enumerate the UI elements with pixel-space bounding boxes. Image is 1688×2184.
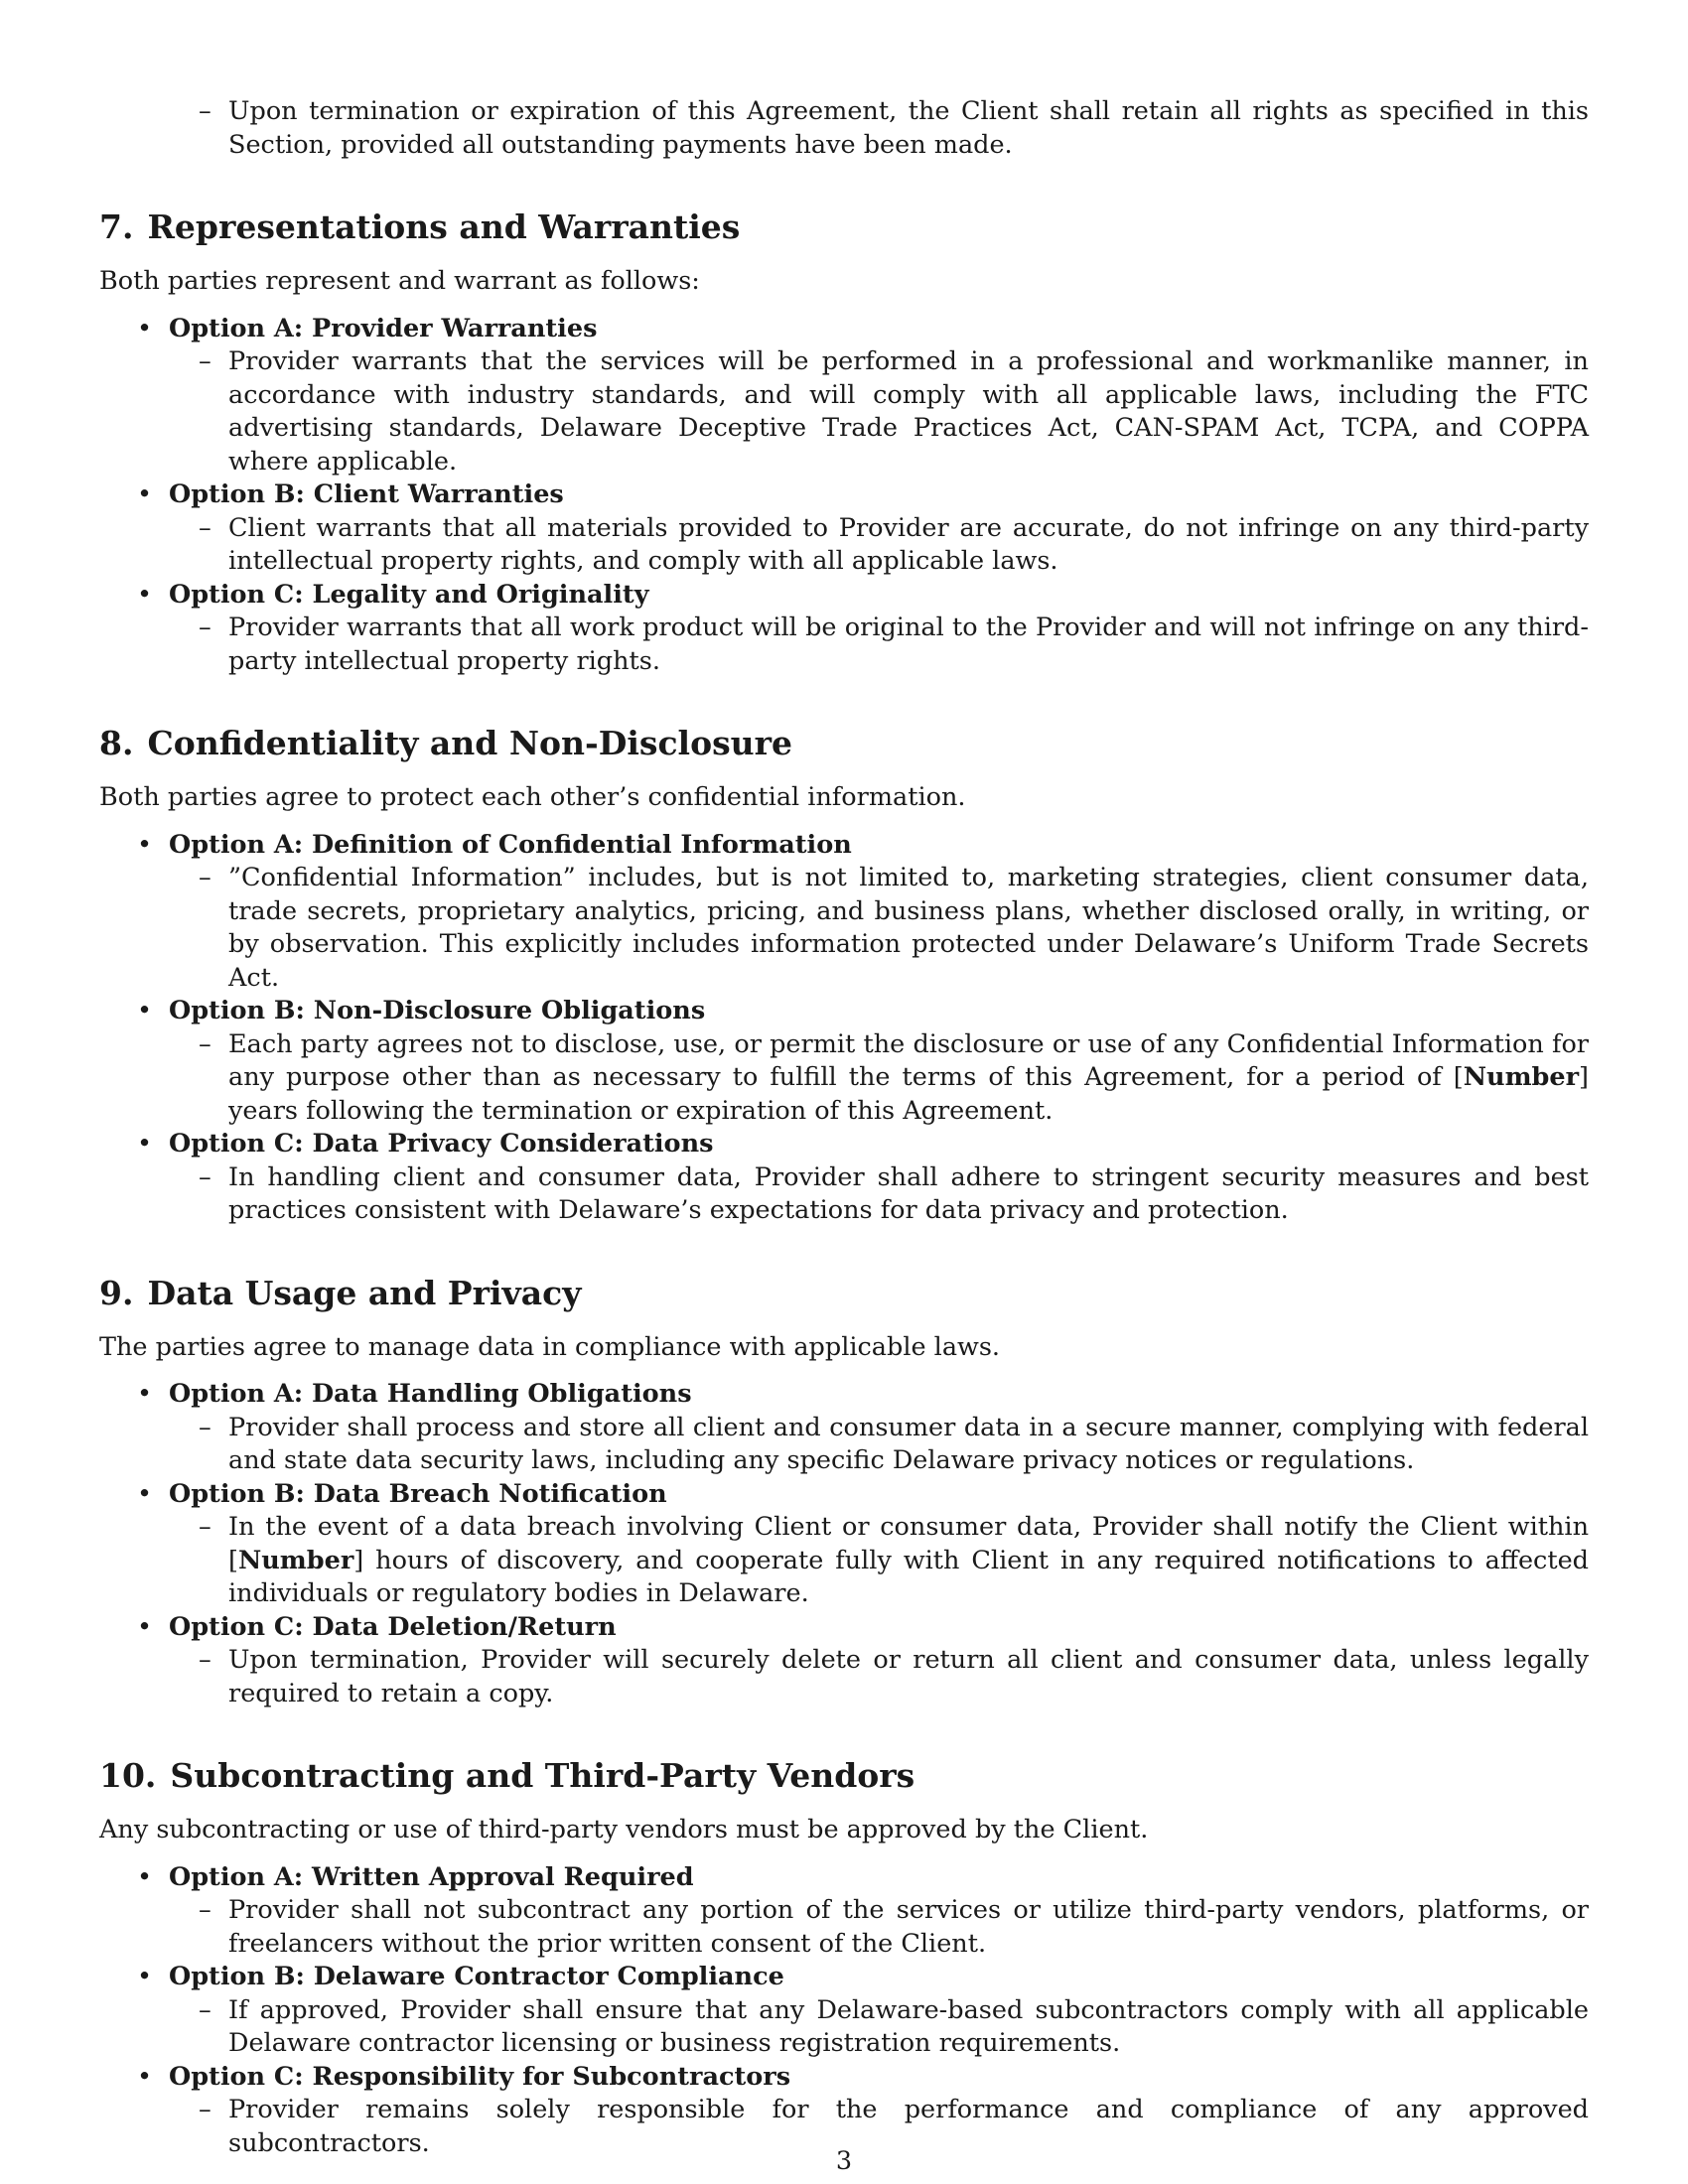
section-intro: The parties agree to manage data in compliance with applicable laws.	[99, 1331, 1001, 1362]
option-text: Provider warrants that all work product will be original to the Provider and will not infringe on any third-party intellectual property rights.	[228, 613, 1589, 676]
bullet-marker: •	[137, 1611, 153, 1642]
section-heading: 8. Confidentiality and Non-Disclosure	[99, 724, 793, 762]
option-title: Option B: Delaware Contractor Compliance	[169, 1962, 784, 1991]
option-text: If approved, Provider shall ensure that any Delaware-based subcontractors comply with all applicable Delaware contractor licensing or business registration requirements.	[228, 1994, 1589, 2058]
option-title: Option C: Legality and Originality	[169, 579, 649, 610]
section-heading: 9. Data Usage and Privacy	[99, 1273, 582, 1312]
option-text: Provider shall process and store all client and consumer data in a secure manner, complying with federal and state data security laws, including any specific Delaware privacy notices or regulations.	[228, 1412, 1589, 1475]
bullet-marker: •	[137, 2061, 153, 2092]
bullet-marker: •	[137, 829, 153, 860]
option-item: • Option C: Responsibility for Subcontractors – Provider remains solely responsible for the performance and compliance of any approved subcontractors.	[137, 2061, 1589, 2158]
option-text: Provider warrants that the services will be performed in a professional and workmanlike manner, in accordance with industry standards, and will comply with all applicable laws, including the FTC advertising standards, Delaware Deceptive Trade Practices Act, CAN-SPAM Act, TCPA, and COPPA where applicable.	[228, 346, 1589, 477]
bullet-marker: •	[137, 1478, 153, 1509]
option-item: • Option B: Data Breach Notification – In the event of a data breach involving Client or consumer data, Provider shall notify the Client within [Number] hours of discovery, and cooperate fully with Client in any required notifications to affected individuals or regulatory bodies in Delaware.	[137, 1478, 1589, 1608]
option-item: • Option C: Data Deletion/Return – Upon termination, Provider will securely delete or return all client and consumer data, unless legally required to retain a copy.	[137, 1611, 1589, 1708]
option-item: • Option A: Definition of Confidential Information – ”Confidential Information” includes, but is not limited to, marketing strategies, client consumer data, trade secrets, proprietary analytics, pricing, and business plans, whether disclosed orally, in writing, or by observation. This explicitly includes information protected under Delaware’s Uniform Trade Secrets Act.	[137, 829, 1589, 993]
number-placeholder: Number	[237, 1545, 354, 1575]
section-10	[99, 1756, 1589, 2160]
option-list	[99, 829, 1589, 1228]
option-text: Client warrants that all materials provided to Provider are accurate, do not infringe on any third-party intellectual property rights, and comply with all applicable laws.	[228, 512, 1589, 576]
subitem-text: Upon termination or expiration of this Agreement, the Client shall retain all rights as specified in this Section, provided all outstanding payments have been made.	[228, 96, 1589, 160]
section-heading: 10. Subcontracting and Third-Party Vendors	[99, 1756, 915, 1795]
option-item: • Option A: Written Approval Required – Provider shall not subcontract any portion of the services or utilize third-party vendors, platforms, or freelancers without the prior written consent of the Client.	[137, 1861, 1589, 1959]
option-title: Option B: Client Warranties	[169, 479, 564, 509]
bullet-marker: •	[137, 1861, 153, 1892]
section-intro: Both parties agree to protect each other’s confidential information.	[99, 782, 966, 812]
option-title: Option B: Data Breach Notification	[169, 1478, 667, 1509]
bullet-marker: •	[137, 579, 153, 610]
option-text: In handling client and consumer data, Provider shall adhere to stringent security measures and best practices consistent with Delaware’s expectations for data privacy and protection.	[228, 1161, 1589, 1225]
document-page	[99, 95, 1589, 2160]
option-item: • Option A: Data Handling Obligations – Provider shall process and store all client and consumer data in a secure manner, complying with federal and state data security laws, including any specific Delaware privacy notices or regulations.	[137, 1379, 1589, 1475]
option-item: • Option B: Client Warranties – Client warrants that all materials provided to Provider are accurate, do not infringe on any third-party intellectual property rights, and comply with all applicable laws.	[137, 479, 1589, 576]
section-intro: Any subcontracting or use of third-party vendors must be approved by the Client.	[99, 1815, 1149, 1844]
bullet-marker: •	[137, 479, 153, 509]
option-title: Option A: Definition of Confidential Information	[169, 829, 852, 860]
option-item: • Option A: Provider Warranties – Provider warrants that the services will be performed in a professional and workmanlike manner, in accordance with industry standards, and will comply with all applicable laws, including the FTC advertising standards, Delaware Deceptive Trade Practices Act, CAN-SPAM Act, TCPA, and COPPA where applicable.	[137, 313, 1589, 477]
option-list	[99, 1378, 1589, 1710]
bullet-marker: •	[137, 313, 153, 343]
continued-subitem	[99, 95, 1589, 162]
bullet-marker: •	[137, 996, 153, 1025]
section-7	[99, 207, 1589, 678]
section-heading: 7. Representations and Warranties	[99, 207, 741, 246]
option-item: • Option B: Delaware Contractor Compliance – If approved, Provider shall ensure that any Delaware-based subcontractors comply with all applicable Delaware contractor licensing or business registration requirements.	[137, 1962, 1589, 2058]
bullet-marker: •	[137, 1379, 153, 1409]
dash-marker: –	[199, 96, 211, 126]
option-title: Option C: Responsibility for Subcontractors	[169, 2061, 791, 2092]
option-item: • Option C: Legality and Originality – Provider warrants that all work product will be original to the Provider and will not infringe on any third-party intellectual property rights.	[137, 579, 1589, 676]
option-text: Provider shall not subcontract any portion of the services or utilize third-party vendors, platforms, or freelancers without the prior written consent of the Client.	[228, 1895, 1589, 1959]
option-text: Upon termination, Provider will securely delete or return all client and consumer data, unless legally required to retain a copy.	[228, 1645, 1589, 1708]
option-text: Provider remains solely responsible for the performance and compliance of any approved subcontractors.	[228, 2095, 1589, 2158]
section-8	[99, 724, 1589, 1228]
page-number: 3	[835, 2146, 853, 2176]
option-item: • Option C: Data Privacy Considerations – In handling client and consumer data, Provider shall adhere to stringent security measures and best practices consistent with Delaware’s expectations for data privacy and protection.	[137, 1129, 1589, 1225]
option-title: Option C: Data Deletion/Return	[169, 1611, 617, 1642]
bullet-marker: •	[137, 1962, 153, 1991]
section-intro: Both parties represent and warrant as follows:	[99, 266, 700, 296]
bullet-marker: •	[137, 1129, 153, 1159]
option-title: Option A: Data Handling Obligations	[169, 1379, 692, 1409]
option-text: Each party agrees not to disclose, use, or permit the disclosure or use of any Confidential Information for any purpose other than as necessary to fulfill the terms of this Agreement, for a period of [Number] years following the termination or expiration of this Agreement.	[228, 1028, 1589, 1126]
option-title: Option A: Provider Warranties	[169, 313, 598, 343]
option-text: ”Confidential Information” includes, but is not limited to, marketing strategies, client consumer data, trade secrets, proprietary analytics, pricing, and business plans, whether disclosed orally, in writing, or by observation. This explicitly includes information protected under Delaware’s Uniform Trade Secrets Act.	[228, 863, 1589, 993]
option-title: Option B: Non-Disclosure Obligations	[169, 996, 706, 1025]
option-title: Option C: Data Privacy Considerations	[169, 1129, 714, 1159]
option-item: • Option B: Non-Disclosure Obligations – Each party agrees not to disclose, use, or permit the disclosure or use of any Confidential Information for any purpose other than as necessary to fulfill the terms of this Agreement, for a period of [Number] years following the termination or expiration of this Agreement.	[137, 996, 1589, 1126]
option-list	[99, 313, 1589, 679]
section-9	[99, 1274, 1589, 1711]
option-list	[99, 1861, 1589, 2161]
option-text: In the event of a data breach involving Client or consumer data, Provider shall notify the Client within [Number] hours of discovery, and cooperate fully with Client in any required notifications to affected individuals or regulatory bodies in Delaware.	[228, 1512, 1589, 1608]
option-title: Option A: Written Approval Required	[169, 1861, 694, 1892]
number-placeholder: Number	[1463, 1062, 1580, 1092]
